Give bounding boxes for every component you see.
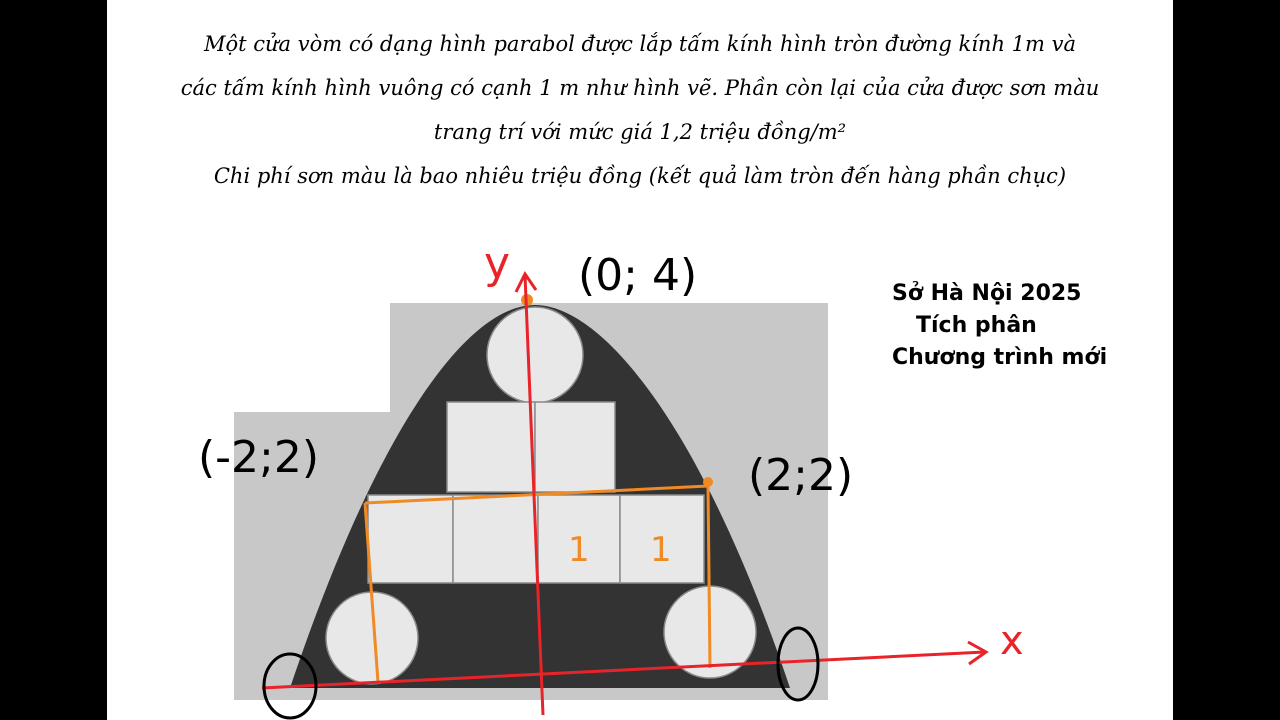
top-point-label: (0; 4)	[578, 250, 698, 301]
square-glass	[447, 402, 535, 492]
y-axis-label: y	[484, 238, 511, 289]
problem-line-3: trang trí với mức giá 1,2 triệu đồng/m²	[433, 120, 847, 144]
square-glass	[535, 402, 615, 492]
point-right	[703, 477, 713, 487]
problem-line-2: các tấm kính hình vuông có cạnh 1 m như hình vẽ. Phần còn lại của cửa được sơn màu	[180, 76, 1100, 100]
right-point-label: (2;2)	[748, 450, 854, 501]
topic-tag: Tích phân	[916, 313, 1037, 338]
top-circle-glass	[487, 307, 583, 403]
problem-line-4: Chi phí sơn màu là bao nhiêu triệu đồng (kết quả làm tròn đến hàng phần chục)	[213, 164, 1067, 188]
x-axis-label: x	[1000, 618, 1024, 664]
square-glass	[368, 495, 453, 583]
square-glass	[453, 495, 538, 583]
side-length-label: 1	[568, 530, 590, 570]
problem-line-1: Một cửa vòm có dạng hình parabol được lắp tấm kính hình tròn đường kính 1m và	[204, 32, 1076, 56]
orange-right-line	[708, 486, 710, 668]
left-point-label: (-2;2)	[198, 432, 320, 483]
side-length-label: 1	[650, 530, 672, 570]
program-tag: Chương trình mới	[892, 345, 1108, 370]
source-tag: Sở Hà Nội 2025	[892, 281, 1082, 306]
